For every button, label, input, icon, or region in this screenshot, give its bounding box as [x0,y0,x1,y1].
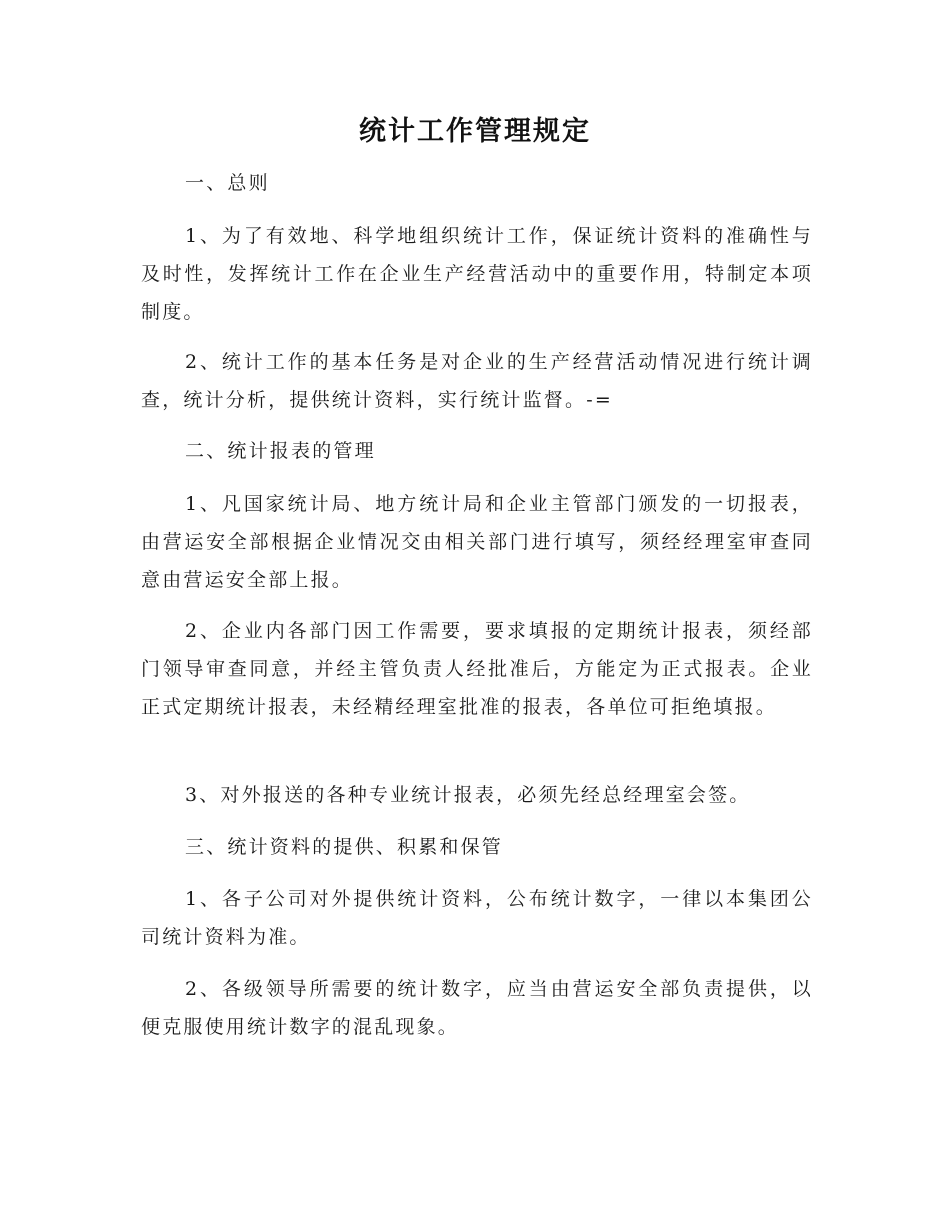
paragraph-storage-2: 2、各级领导所需要的统计数字，应当由营运安全部负责提供，以便克服使用统计数字的混乱现象。 [141,978,813,1038]
paragraph-storage-1: 1、各子公司对外提供统计资料，公布统计数字，一律以本集团公司统计资料为准。 [141,888,813,948]
paragraph-general-2: 2、统计工作的基本任务是对企业的生产经营活动情况进行统计调查，统计分析，提供统计资料，实行统计监督。-= [141,351,813,411]
paragraph-report-3: 3、对外报送的各种专业统计报表，必须先经总经理室会签。 [185,784,751,806]
section-heading-general: 一、总则 [185,172,270,194]
section-heading-report-management: 二、统计报表的管理 [185,440,376,462]
paragraph-general-1: 1、为了有效地、科学地组织统计工作，保证统计资料的准确性与及时性，发挥统计工作在企业生产经营活动中的重要作用，特制定本项制度。 [141,225,813,323]
document-title: 统计工作管理规定 [359,116,591,147]
paragraph-report-2: 2、企业内各部门因工作需要，要求填报的定期统计报表，须经部门领导审查同意，并经主管负责人经批准后，方能定为正式报表。企业正式定期统计报表，未经精经理室批准的报表，各单位可拒绝填报。 [141,620,813,718]
paragraph-report-1: 1、凡国家统计局、地方统计局和企业主管部门颁发的一切报表，由营运安全部根据企业情况交由相关部门进行填写，须经经理室审查同意由营运安全部上报。 [141,493,813,591]
section-heading-data-storage: 三、统计资料的提供、积累和保管 [185,836,504,858]
